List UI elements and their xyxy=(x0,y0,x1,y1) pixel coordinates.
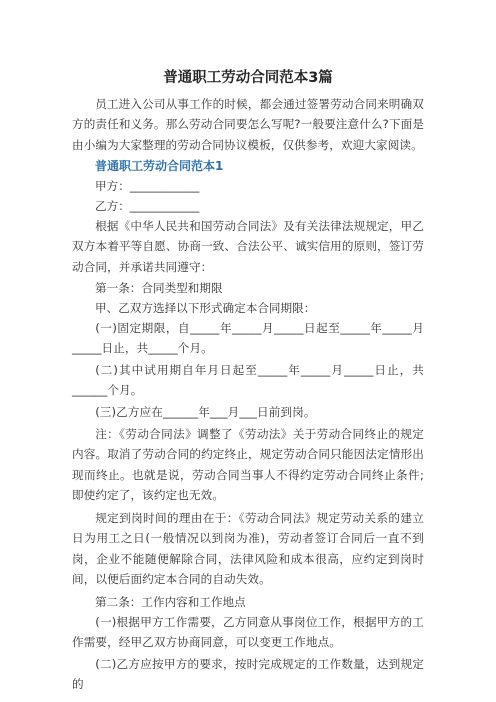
note-paragraph: 注：《劳动合同法》调整了《劳动法》关于劳动合同终止的规定内容。取消了劳动合同的约定终止，规定劳动合同只能因法定情形出现而终止。也就是说，劳动合同当事人不得约定劳动合同终止条件;即使约定了，该约定也无效。 xyxy=(72,427,424,503)
work-item-1: (一)根据甲方工作需要，乙方同意从事岗位工作，根据甲方的工作需要，经甲乙双方协商同意，可以变更工作地点。 xyxy=(72,615,424,650)
preamble-paragraph: 根据《中华人民共和国劳动合同法》及有关法律法规规定，甲乙双方本着平等自愿、协商一致、合法公平、诚实信用的原则，签订劳动合同，并承诺共同遵守： xyxy=(72,219,424,274)
reason-paragraph: 规定到岗时间的理由在于：《劳动合同法》规定劳动关系的建立日为用工之日(一般情况以到岗为准)，劳动者签订合同后一直不到岗，企业不能随便解除合同，法律风险和成本很高，应约定到岗时间，以便后面约定本合同的自动失效。 xyxy=(72,511,424,587)
section-subtitle: 普通职工劳动合同范本1 xyxy=(95,159,224,173)
party-b-line: 乙方：____________ xyxy=(95,199,200,213)
term-item-1: (一)固定期限，自_____年_____月_____日起至_____年_____月_____日止，共_____个月。 xyxy=(72,321,424,356)
article-1-intro: 甲、乙双方选择以下形式确定本合同期限： xyxy=(95,301,316,315)
term-item-2: (二)其中试用期自年月日起至_____年_____月_____日止，共______个月。 xyxy=(72,363,424,398)
article-1-heading: 第一条：合同类型和期限 xyxy=(95,281,223,295)
document-title: 普通职工劳动合同范本3篇 xyxy=(163,70,333,86)
work-item-2: (二)乙方应按甲方的要求，按时完成规定的工作数量，达到规定的 xyxy=(72,657,424,692)
article-2-heading: 第二条：工作内容和工作地点 xyxy=(95,595,246,609)
party-a-line: 甲方：____________ xyxy=(95,179,200,193)
term-item-3: (三)乙方应在______年___月___日前到岗。 xyxy=(95,405,316,419)
intro-paragraph: 员工进入公司从事工作的时候，都会通过签署劳动合同来明确双方的责任和义务。那么劳动合同要怎么写呢?一般要注意什么?下面是由小编为大家整理的劳动合同协议模板，仅供参考，欢迎大家阅读。 xyxy=(72,97,424,152)
